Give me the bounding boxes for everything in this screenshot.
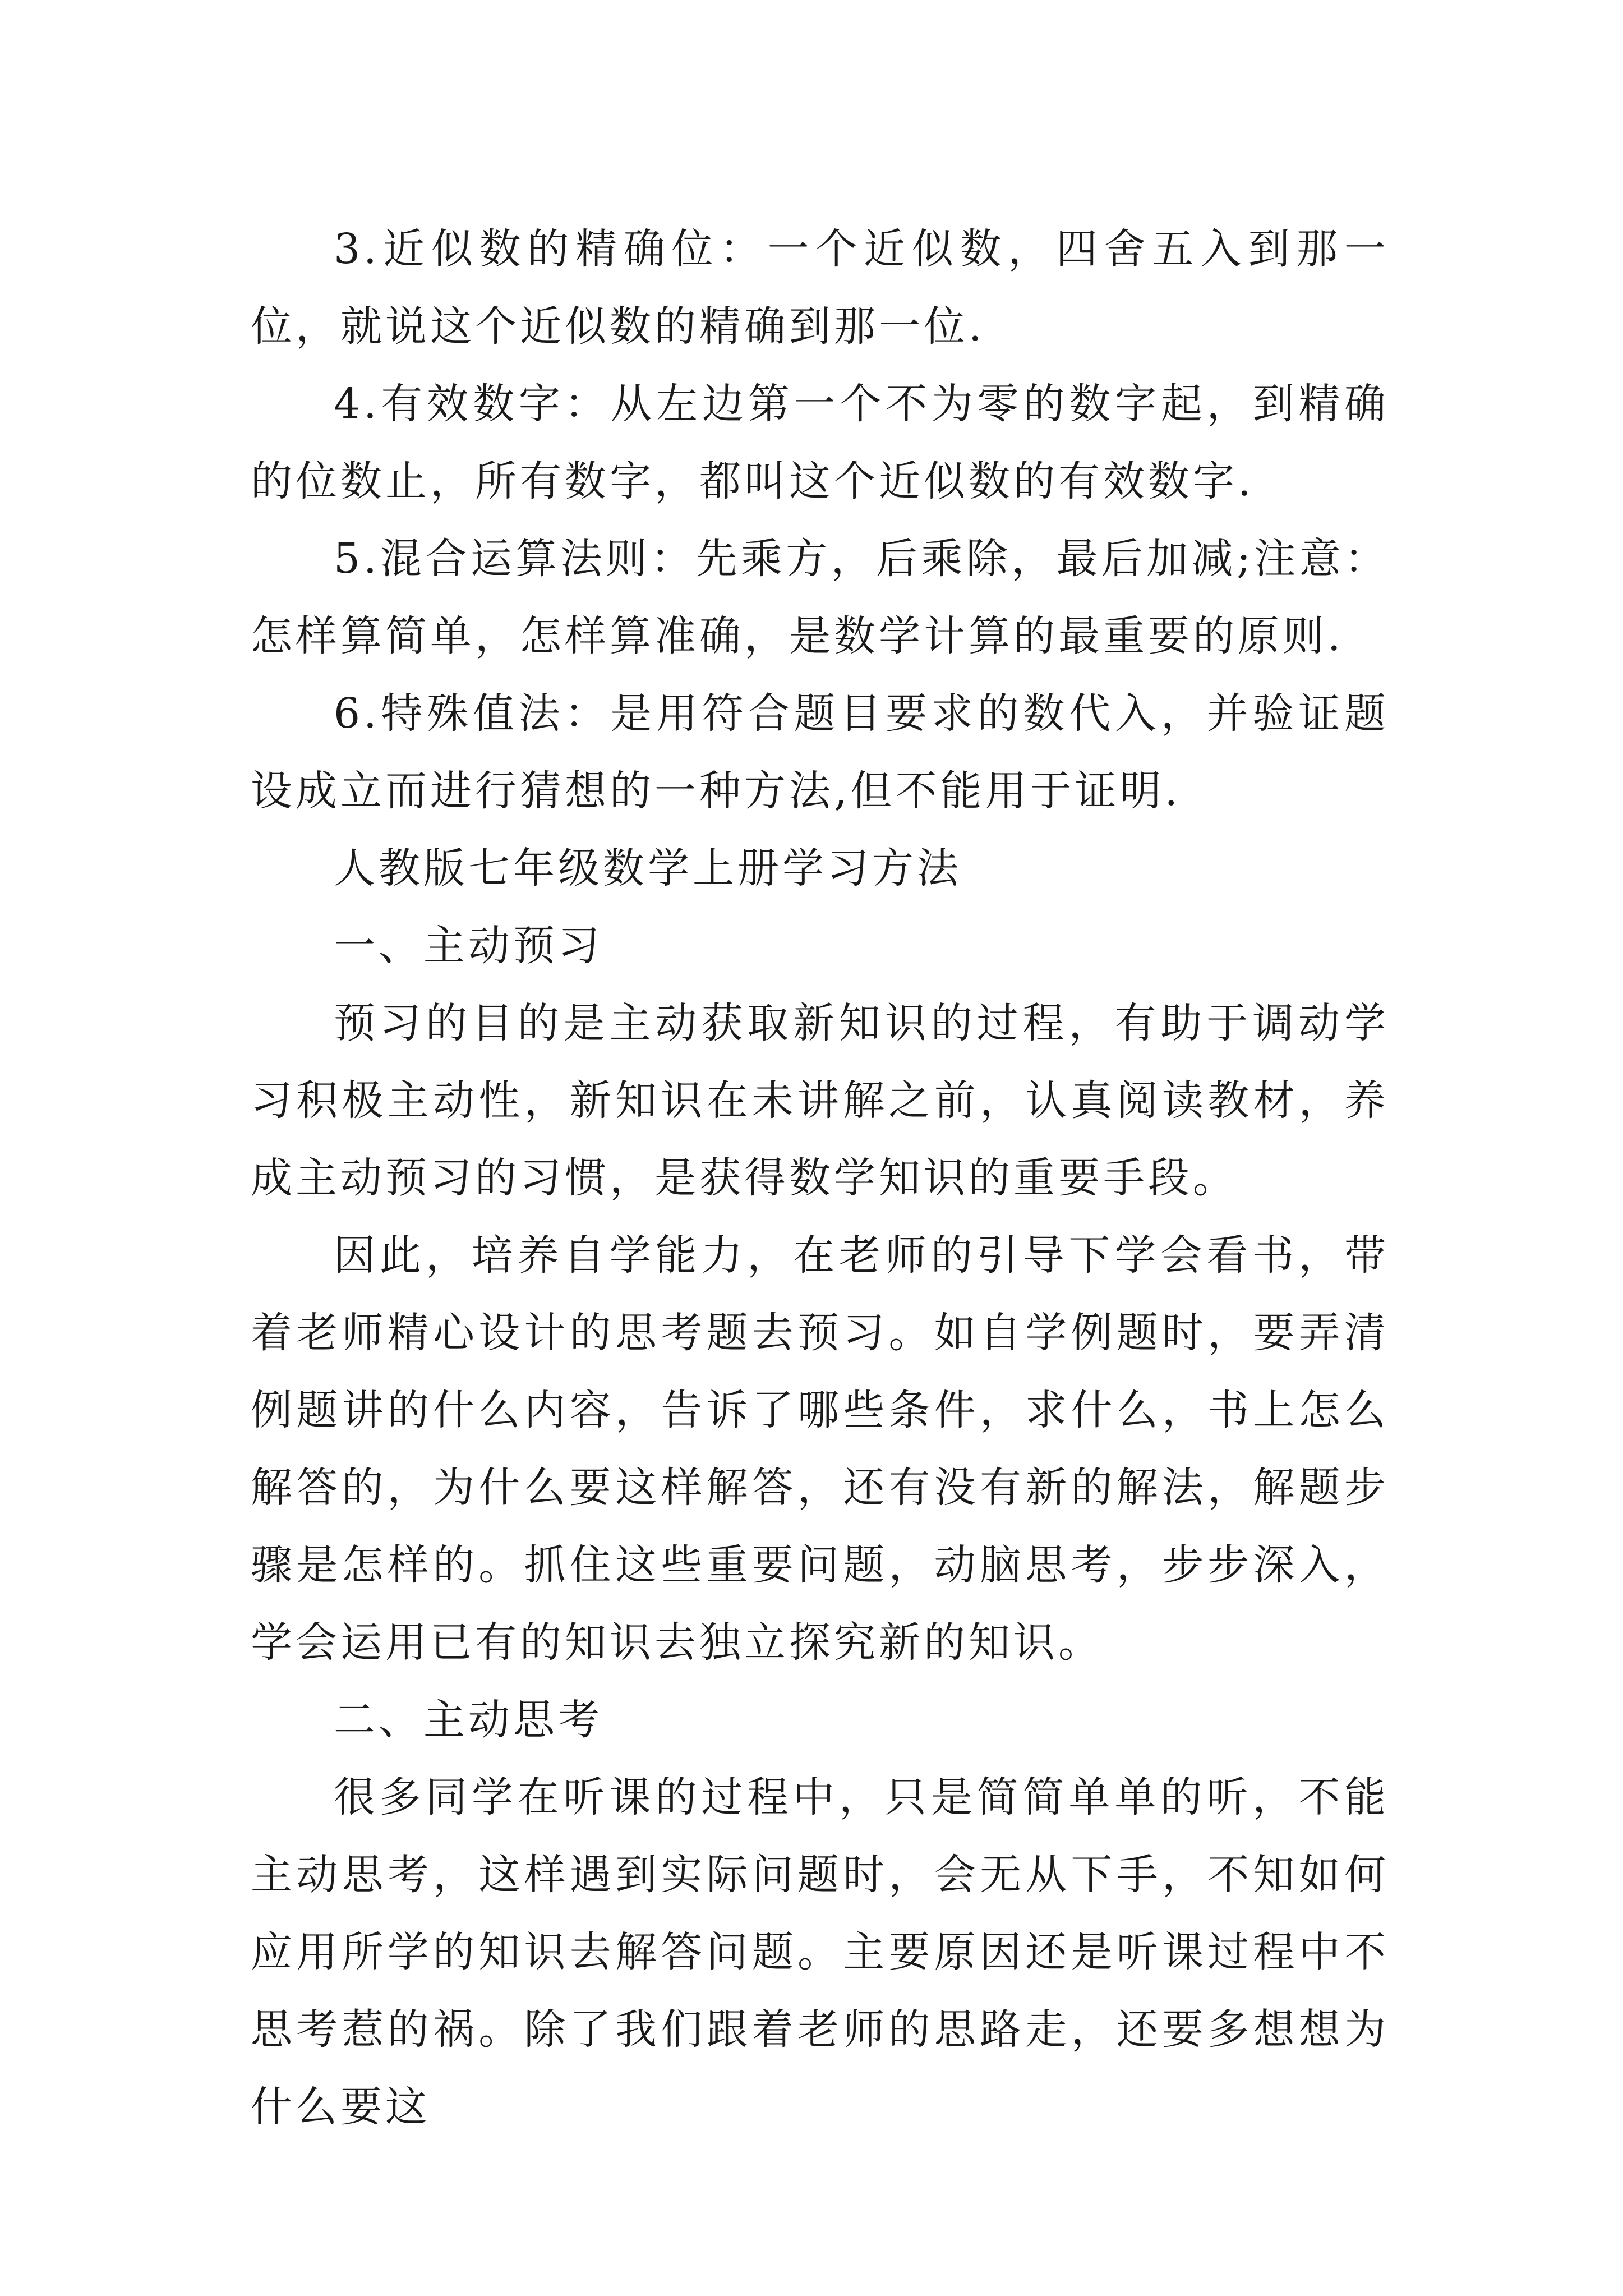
heading-active-thinking: 二、主动思考	[334, 1696, 603, 1744]
document-body	[251, 210, 1389, 2146]
paragraph-significant-figures: 4.有效数字：从左边第一个不为零的数字起，到精确的位数止，所有数字，都叫这个近似数的有效数字.	[251, 380, 1389, 505]
paragraph-preview-purpose: 预习的目的是主动获取新知识的过程，有助于调动学习积极主动性，新知识在未讲解之前，认真阅读教材，养成主动预习的习惯，是获得数学知识的重要手段。	[251, 999, 1389, 1202]
paragraph-mixed-operations: 5.混合运算法则：先乘方，后乘除，最后加减;注意：怎样算简单，怎样算准确，是数学计算的最重要的原则.	[251, 535, 1389, 660]
paragraph-self-study: 因此，培养自学能力，在老师的引导下学会看书，带着老师精心设计的思考题去预习。如自学例题时，要弄清例题讲的什么内容，告诉了哪些条件，求什么，书上怎么解答的，为什么要这样解答，还有没有新的解法，解题步骤是怎样的。抓住这些重要问题，动脑思考，步步深入，学会运用已有的知识去独立探究新的知识。	[251, 1231, 1389, 1667]
paragraph-listening-thinking: 很多同学在听课的过程中，只是简简单单的听，不能主动思考，这样遇到实际问题时，会无从下手，不知如何应用所学的知识去解答问题。主要原因还是听课过程中不思考惹的祸。除了我们跟着老师的思路走，还要多想想为什么要这	[251, 1773, 1389, 2131]
section-title: 人教版七年级数学上册学习方法	[334, 844, 962, 892]
paragraph-special-value-method: 6.特殊值法：是用符合题目要求的数代入，并验证题设成立而进行猜想的一种方法,但不能用于证明.	[251, 689, 1389, 815]
heading-active-preview: 一、主动预习	[334, 922, 603, 970]
paragraph-approximate-precision: 3.近似数的精确位：一个近似数，四舍五入到那一位，就说这个近似数的精确到那一位.	[251, 225, 1389, 351]
